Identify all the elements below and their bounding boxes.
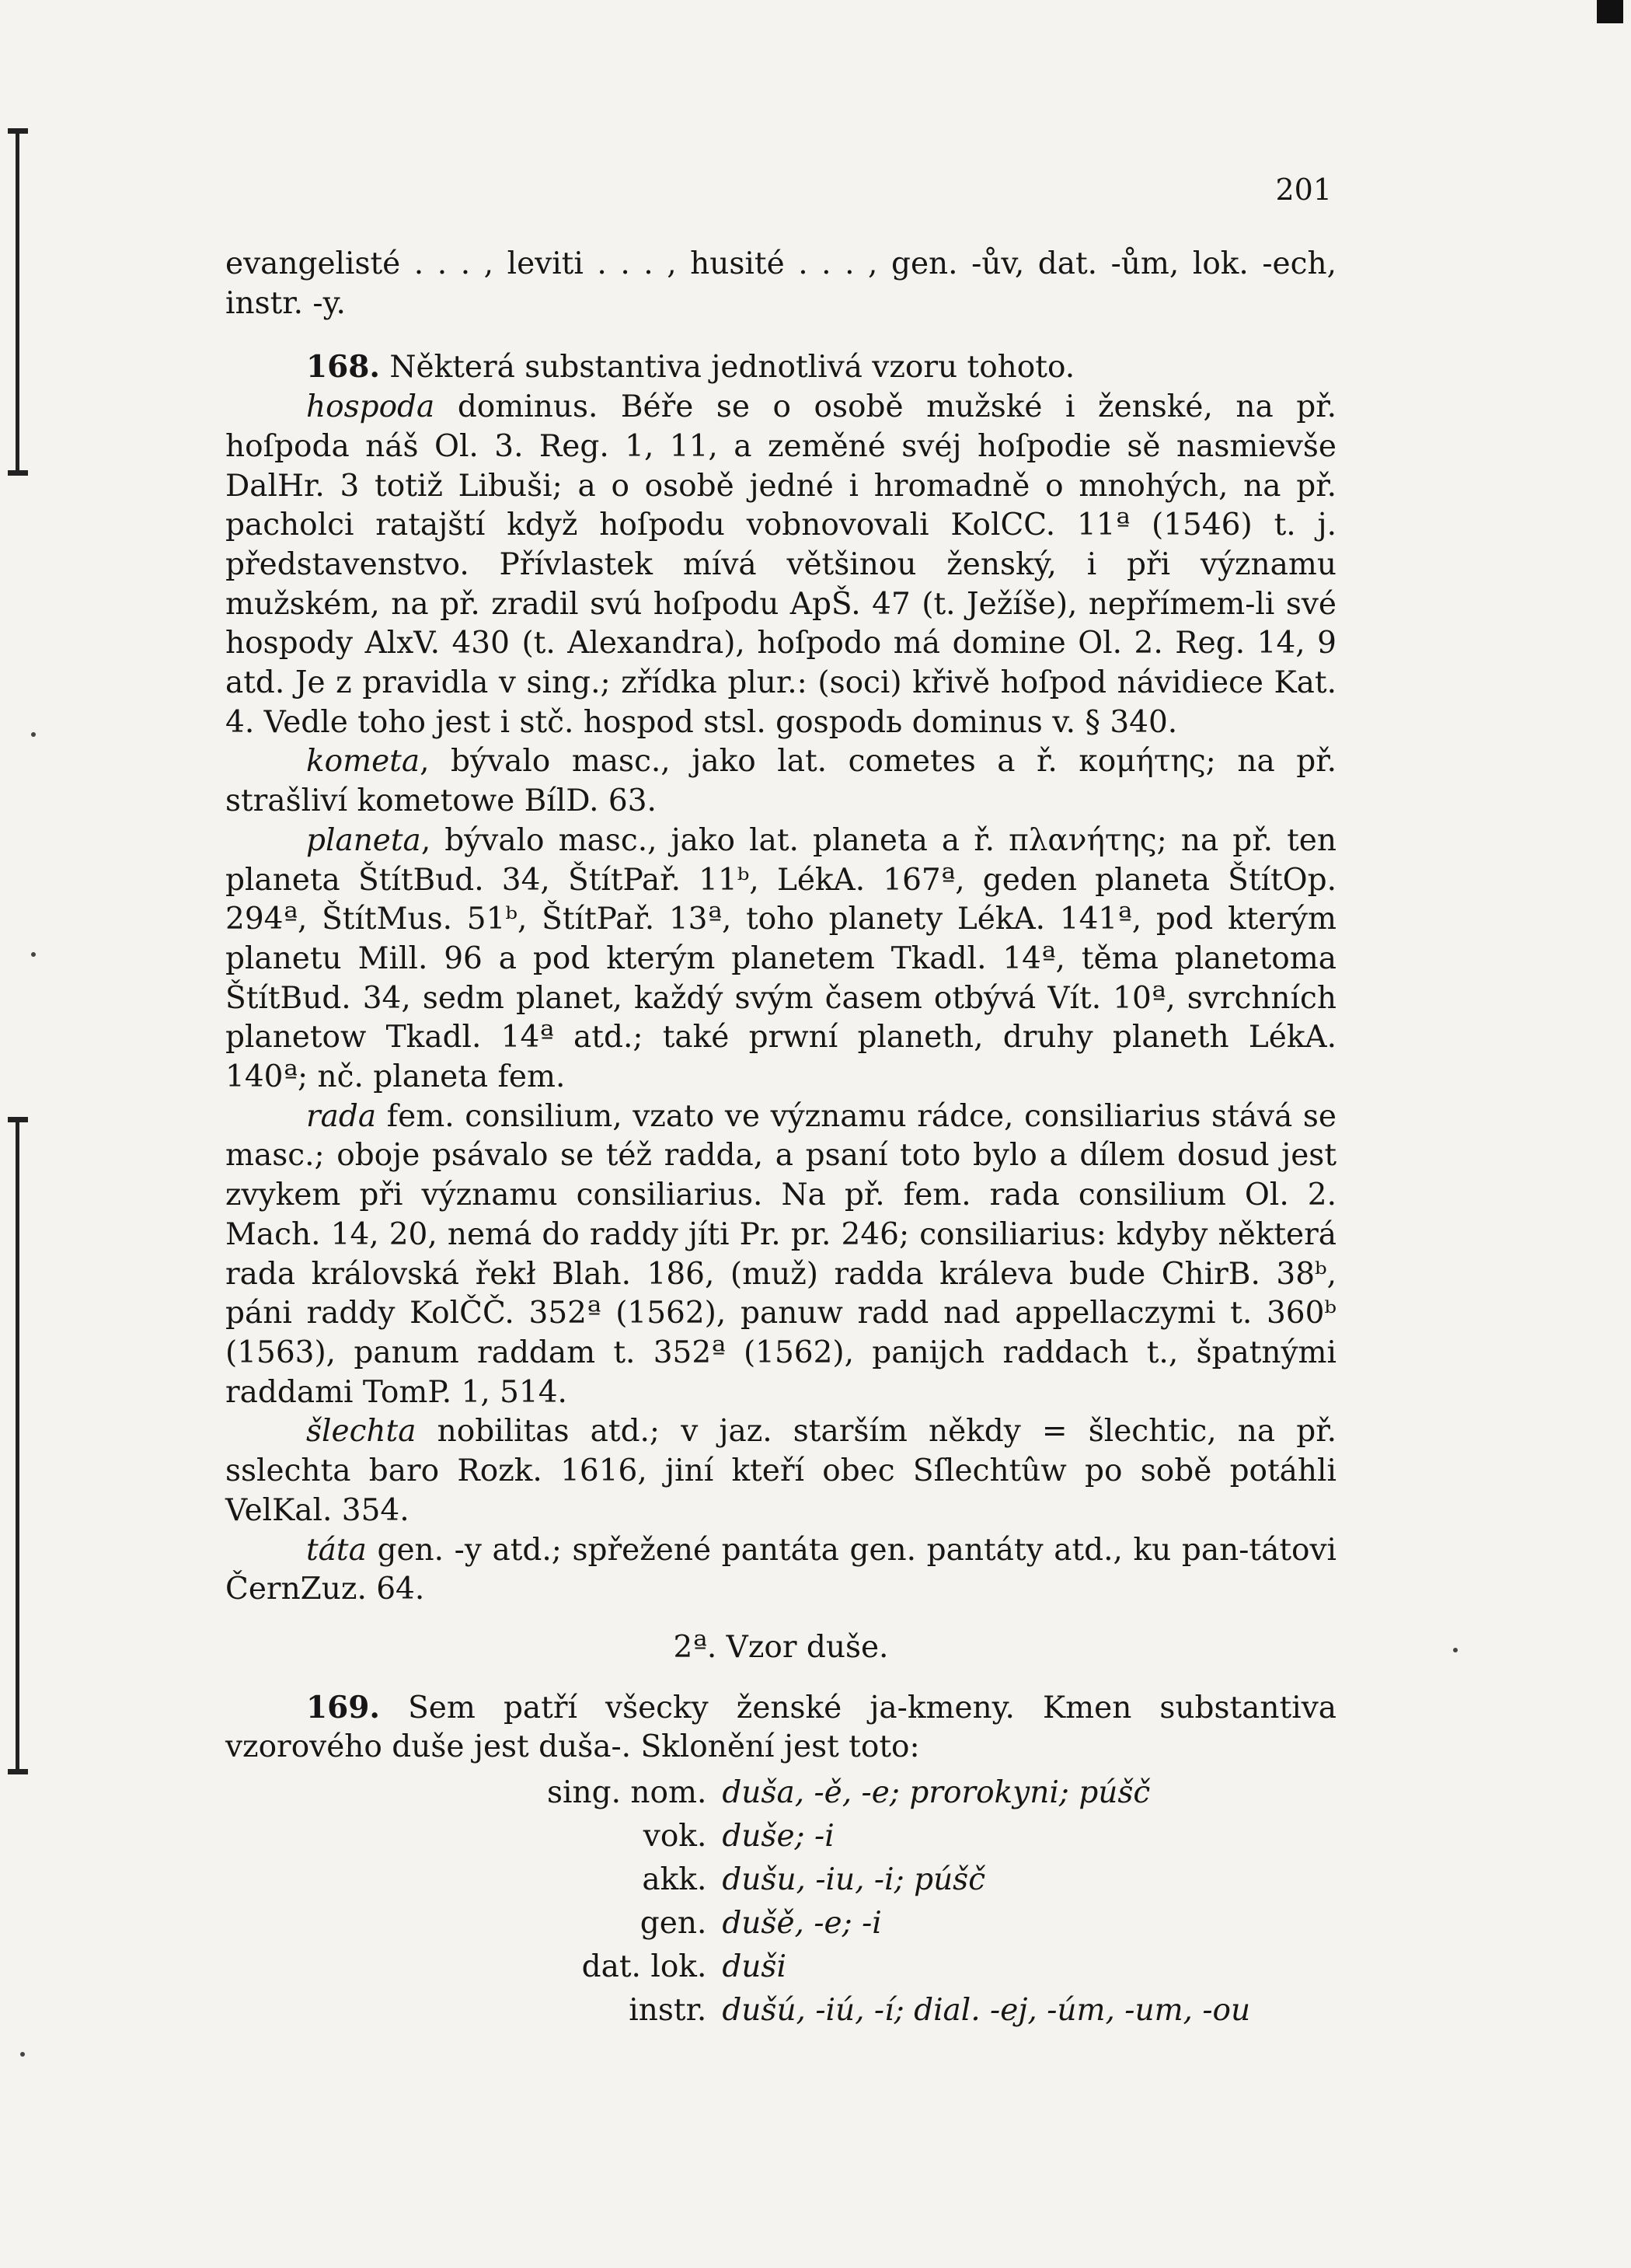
binding-edge-top — [16, 132, 19, 474]
case-forms: duši — [722, 1949, 786, 1985]
case-label: vok. — [643, 1819, 707, 1855]
declension-row — [547, 1904, 1250, 1948]
subheading-vzor-duse: 2ª. Vzor duše. — [673, 1629, 889, 1665]
declension-row — [547, 1817, 1250, 1861]
lemma-hospoda: hospoda — [306, 389, 435, 425]
entry-rada — [225, 1097, 1337, 1413]
case-forms: dušě, -e; -i — [722, 1906, 882, 1942]
case-label: sing. nom. — [547, 1775, 707, 1811]
entry-slechta-text: nobilitas atd.; v jaz. starším někdy = šlechtic, na př. sslechta baro Rozk. 1616, jiní kteří obec Sſlechtûw po sobě potáhli VelKal. 354. — [225, 1414, 1337, 1528]
declension-table — [547, 1774, 1250, 2035]
binding-edge-bottom — [16, 1119, 19, 1772]
entry-hospoda-text: dominus. Béře se o osobě mužské i ženské, na př. hoſpoda náš Ol. 3. Reg. 1, 11, a zeměné svéj hoſpodie sě nasmievše DalHr. 3 totiž Libuši; a o osobě jedné i hromadně o mnohých, na př. pacholci ratajští když hoſpodu vobnovovali KolCC. 11ª (1546) t. j. představenstvo. Přívlastek mívá většinou ženský, i při významu mužském, na př. zradil svú hoſpodu ApŠ. 47 (t. Ježíše), nepřímem-li své hospody AlxV. 430 (t. Alexandra), hoſpodo má domine Ol. 2. Reg. 14, 9 atd. Je z pravidla v sing.; zřídka plur.: (soci) křivě hoſpod návidiece Kat. 4. Vedle toho jest i stč. hospod stsl. gospodь dominus v. § 340. — [225, 389, 1337, 740]
declension-row — [547, 1991, 1250, 2035]
case-forms: dušu, -iu, -i; púšč — [722, 1862, 986, 1898]
body-text — [225, 245, 1337, 2035]
lemma-tata: táta — [306, 1532, 367, 1568]
speck — [31, 732, 36, 737]
case-forms: duše; -i — [722, 1819, 835, 1855]
entry-kometa — [225, 742, 1337, 821]
section-number: 169. — [306, 1689, 380, 1725]
declension-row — [547, 1774, 1250, 1817]
lemma-kometa: kometa — [306, 744, 420, 780]
entry-kometa-text: , bývalo masc., jako lat. cometes a ř. κομήτης; na př. strašliví kometowe BílD. 63. — [225, 744, 1337, 819]
entry-tata-text: gen. -y atd.; spřežené pantáta gen. pantáty atd., ku pan-tátovi ČernZuz. 64. — [225, 1532, 1337, 1607]
lemma-planeta: planeta — [306, 822, 421, 858]
scan-corner — [1597, 0, 1623, 23]
binding-mark — [8, 470, 28, 476]
binding-mark — [8, 1769, 28, 1774]
section-number: 168. — [306, 349, 380, 386]
entry-planeta — [225, 822, 1337, 1097]
lemma-rada: rada — [306, 1098, 377, 1134]
declension-row — [547, 1861, 1250, 1904]
paragraph-plural-endings: evangelisté . . . , leviti . . . , husité . . . , gen. -ův, dat. -ům, lok. -ech, instr. -y. — [225, 246, 1337, 321]
case-label: akk. — [642, 1862, 707, 1898]
lemma-slechta: šlechta — [306, 1414, 416, 1450]
entry-rada-text: fem. consilium, vzato ve významu rádce, consiliarius stává se masc.; oboje psávalo se též radda, a psaní toto bylo a dílem dosud jest zvykem při významu consiliarius. Na př. fem. rada consilium Ol. 2. Mach. 14, 20, nemá do raddy jíti Pr. pr. 246; consiliarius: kdyby některá rada královská řekł Blah. 186, (muž) radda králeva bude ChirB. 38ᵇ, páni raddy KolČČ. 352ª (1562), panuw radd nad appellaczymi t. 360ᵇ (1563), panum raddam t. 352ª (1562), panijch raddach t., špatnými raddami TomP. 1, 514. — [225, 1098, 1337, 1410]
declension-row — [547, 1948, 1250, 1991]
case-label: instr. — [629, 1993, 707, 2029]
case-label: dat. lok. — [581, 1949, 707, 1985]
binding-mark — [8, 1117, 28, 1122]
binding-mark — [8, 128, 28, 134]
speck — [1453, 1648, 1458, 1652]
section-169-text: Sem patří všecky ženské ja-kmeny. Kmen substantiva vzorového duše jest duša-. Sklonění jest toto: — [225, 1690, 1337, 1765]
case-forms: dušú, -iú, -í; dial. -ej, -úm, -um, -ou — [722, 1993, 1251, 2029]
page-number: 201 — [1275, 173, 1332, 207]
entry-hospoda — [225, 388, 1337, 742]
entry-planeta-text: , bývalo masc., jako lat. planeta a ř. πλανήτης; na př. ten planeta ŠtítBud. 34, ŠtítPař. 11ᵇ, LékA. 167ª, geden planeta ŠtítOp. 294ª, ŠtítMus. 51ᵇ, ŠtítPař. 13ª, toho planety LékA. 141ª, pod kterým planetu Mill. 96 a pod kterým planetem Tkadl. 14ª, těma planetoma ŠtítBud. 34, sedm planet, každý svým časem otbývá Vít. 10ª, svrchních planetow Tkadl. 14ª atd.; také prwní planeth, druhy planeth LékA. 140ª; nč. planeta fem. — [225, 822, 1337, 1095]
speck — [20, 2052, 25, 2057]
entry-slechta — [225, 1412, 1337, 1530]
entry-tata — [225, 1531, 1337, 1610]
case-label: gen. — [640, 1906, 707, 1942]
section-168-text: Některá substantiva jednotlivá vzoru tohoto. — [389, 350, 1075, 386]
case-forms: duša, -ě, -e; prorokyni; púšč — [722, 1775, 1151, 1811]
section-168 — [225, 347, 1337, 388]
section-169 — [225, 1688, 1337, 1767]
speck — [31, 952, 36, 957]
